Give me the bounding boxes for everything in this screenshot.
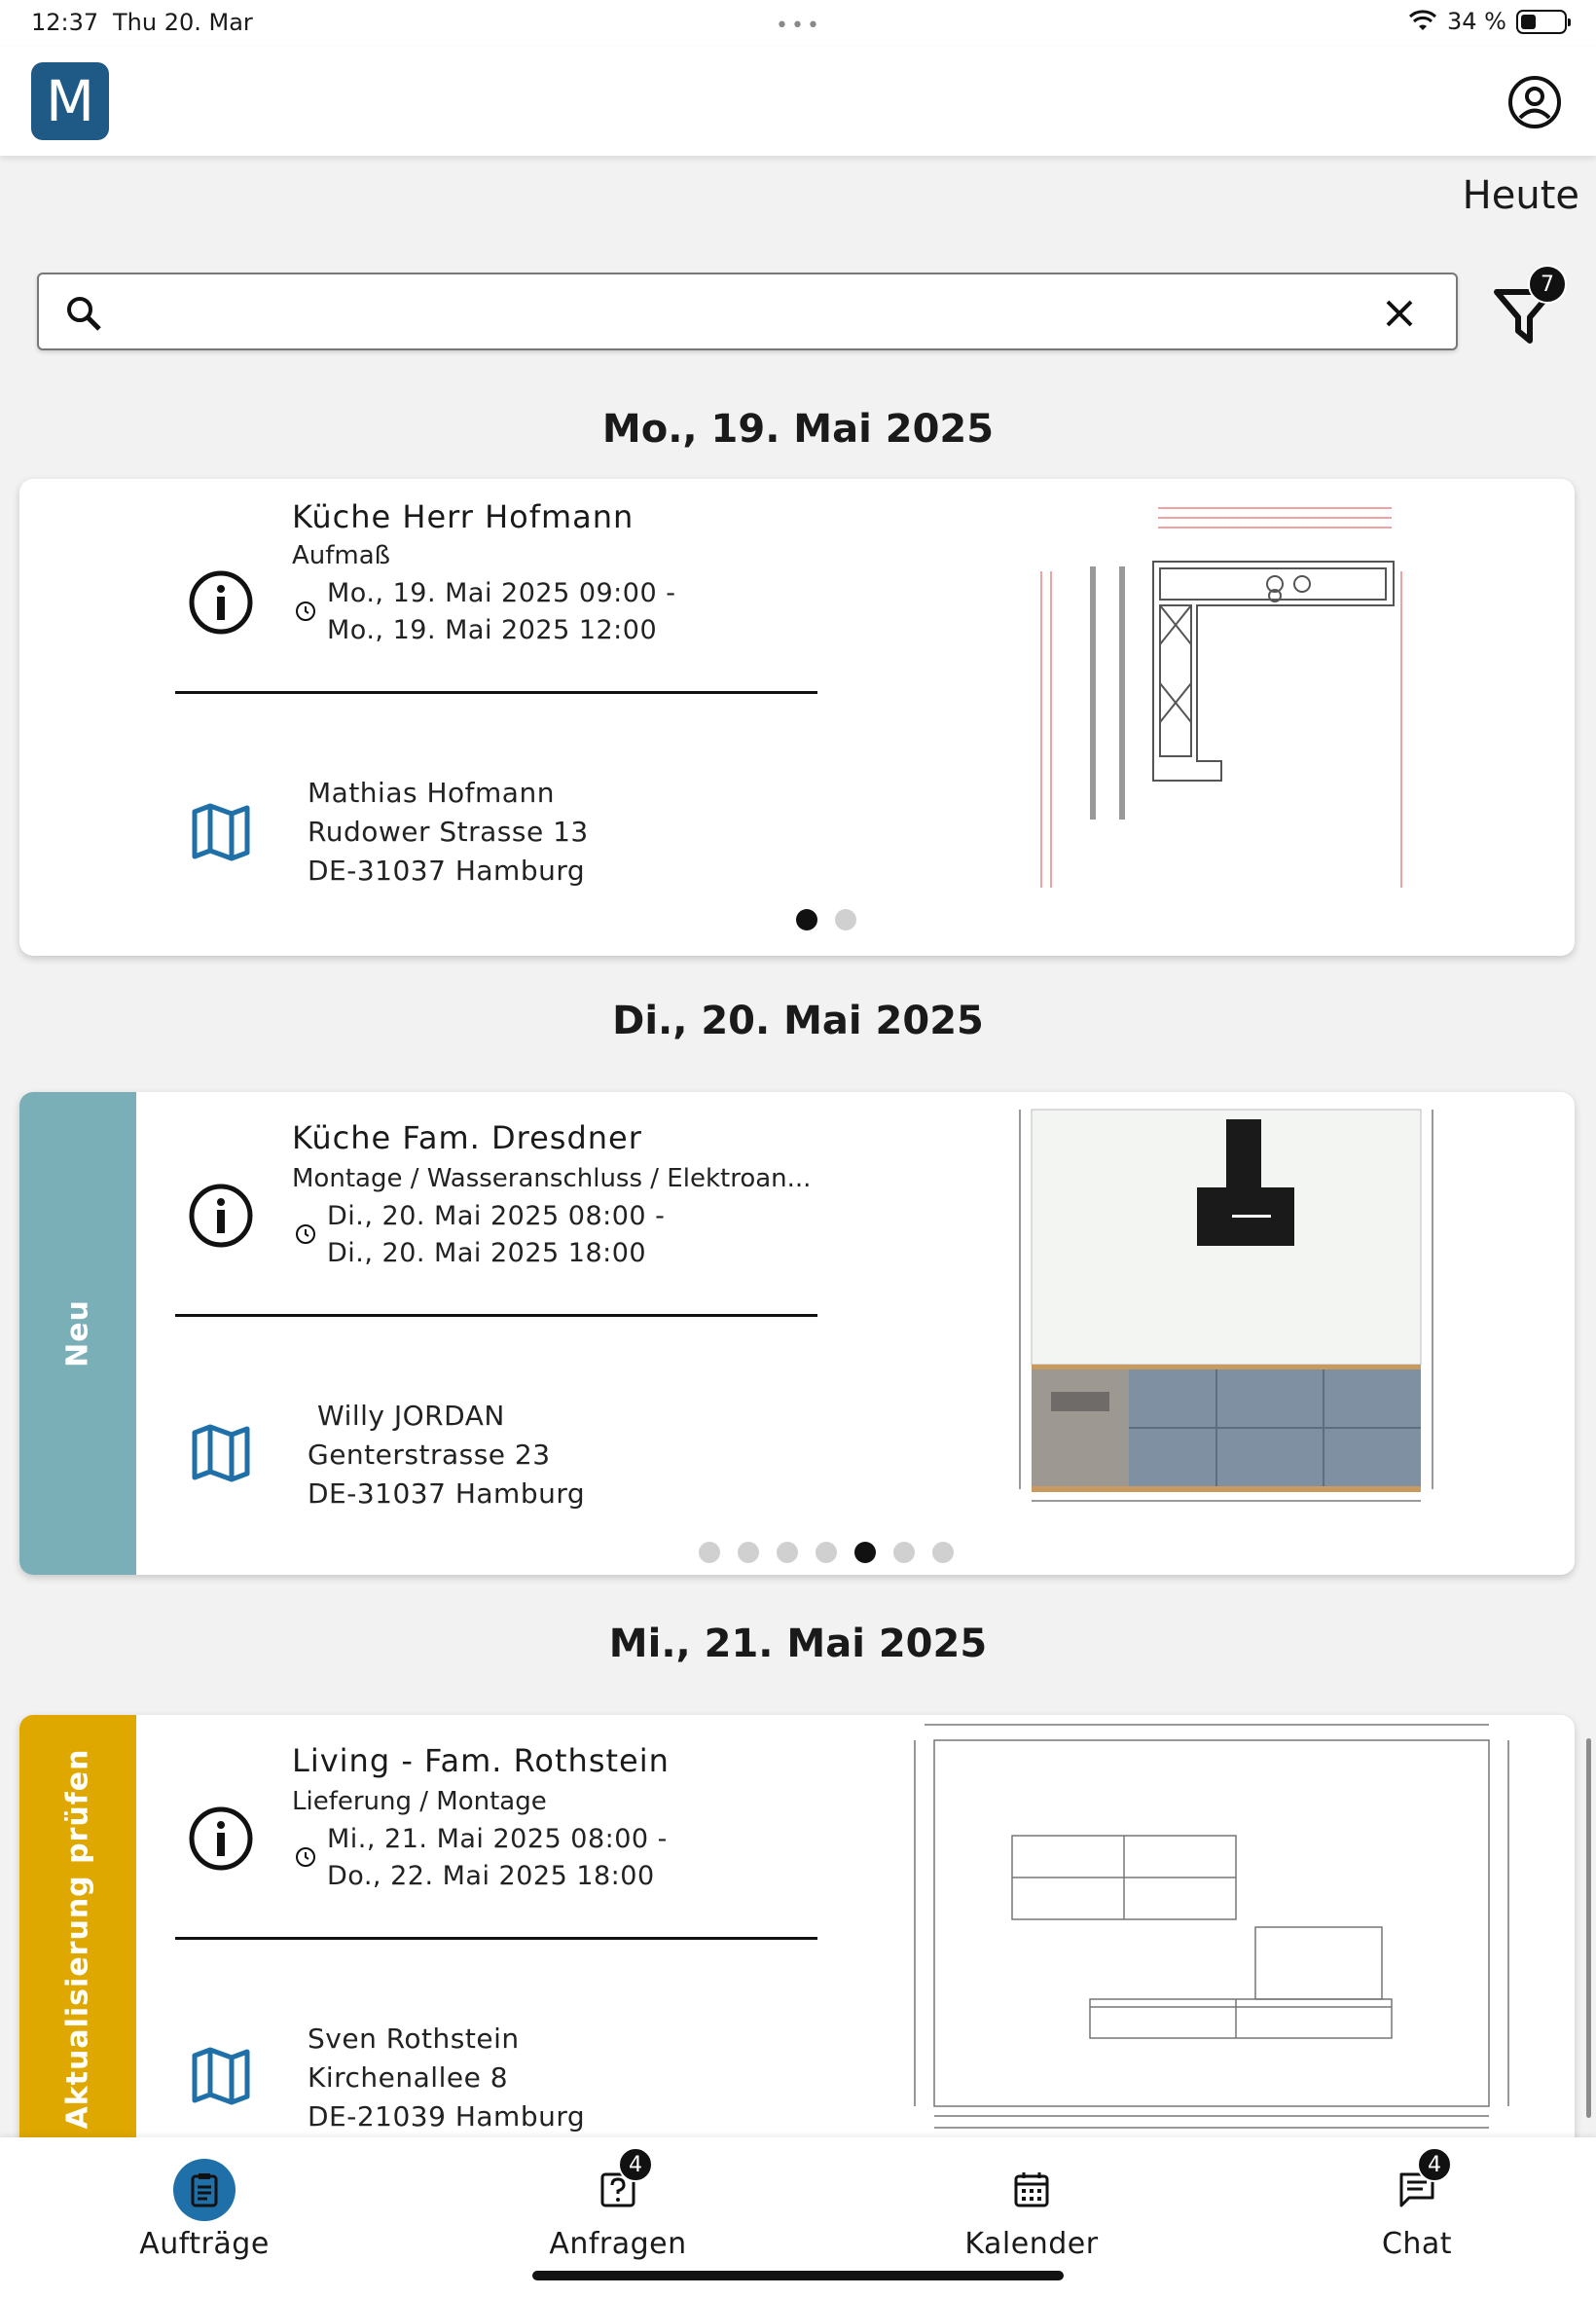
today-button[interactable]: Heute [1462, 173, 1579, 218]
app-logo[interactable]: M [31, 62, 109, 140]
wifi-icon [1408, 10, 1437, 33]
card-end-time: Mo., 19. Mai 2025 12:00 [327, 615, 658, 645]
notification-badge: 4 [1417, 2147, 1452, 2182]
status-band-label: Neu [60, 1299, 95, 1367]
battery-percent: 34 % [1447, 8, 1506, 35]
map-icon[interactable] [189, 800, 253, 864]
map-icon[interactable] [189, 2044, 253, 2108]
appointment-card[interactable] [19, 1092, 1575, 1575]
status-indicators [1408, 8, 1567, 35]
close-icon[interactable] [1382, 296, 1417, 331]
pager-dot[interactable] [777, 1542, 798, 1563]
clipboard-icon [173, 2159, 236, 2221]
status-band-label: Aktualisierung prüfen [60, 1748, 95, 2130]
image-pager[interactable] [699, 1542, 954, 1563]
calendar-icon [1000, 2159, 1063, 2221]
nav-label: Kalender [964, 2227, 1099, 2261]
pager-dot[interactable] [893, 1542, 915, 1563]
scrollbar[interactable] [1586, 1738, 1591, 2118]
pager-dot[interactable] [854, 1542, 876, 1563]
nav-item-anfragen[interactable] [521, 2152, 715, 2261]
card-divider [175, 1937, 817, 1940]
card-subtitle: Lieferung / Montage [292, 1787, 547, 1816]
notification-badge: 4 [618, 2147, 653, 2182]
status-time: 12:37 [31, 9, 99, 36]
home-indicator[interactable] [532, 2271, 1064, 2280]
nav-label: Anfragen [549, 2227, 687, 2261]
question-icon [587, 2152, 649, 2221]
appointment-card[interactable] [19, 479, 1575, 956]
card-start-time: Mo., 19. Mai 2025 09:00 - [327, 578, 676, 608]
info-icon[interactable] [187, 568, 255, 637]
status-band-check-update [19, 1715, 136, 2163]
multitasking-dots-icon[interactable]: ••• [776, 14, 822, 38]
nav-label: Aufträge [139, 2227, 270, 2261]
room-plan-image[interactable] [886, 1719, 1528, 2143]
status-date: Thu 20. Mar [113, 9, 253, 36]
day-header: Mi., 21. Mai 2025 [608, 1622, 988, 1666]
nav-item-chat[interactable] [1320, 2152, 1514, 2261]
pager-dot[interactable] [699, 1542, 720, 1563]
card-subtitle: Aufmaß [292, 541, 391, 570]
day-header: Di., 20. Mai 2025 [612, 999, 984, 1043]
search-input[interactable] [127, 286, 1353, 339]
clock-icon [294, 1222, 317, 1246]
search-bar[interactable] [37, 273, 1458, 350]
search-icon [64, 294, 103, 333]
account-icon[interactable] [1506, 74, 1563, 130]
customer-name: Willy JORDAN [317, 1400, 505, 1432]
pager-dot[interactable] [835, 909, 856, 930]
customer-street: Genterstrasse 23 [308, 1439, 551, 1471]
card-subtitle: Montage / Wasseranschluss / Elektroan... [292, 1164, 812, 1193]
floor-plan-image[interactable] [1032, 498, 1421, 888]
info-icon[interactable] [187, 1182, 255, 1250]
battery-icon [1516, 10, 1567, 34]
chat-icon [1386, 2152, 1448, 2221]
card-start-time: Mi., 21. Mai 2025 08:00 - [327, 1824, 668, 1854]
card-divider [175, 691, 817, 694]
pager-dot[interactable] [816, 1542, 837, 1563]
clock-icon [294, 600, 317, 623]
day-header: Mo., 19. Mai 2025 [601, 407, 995, 452]
status-bar [0, 0, 1596, 47]
filter-count-badge: 7 [1528, 265, 1567, 304]
status-band-new [19, 1092, 136, 1575]
customer-name: Sven Rothstein [308, 2023, 520, 2055]
customer-street: Rudower Strasse 13 [308, 816, 589, 848]
nav-item-kalender[interactable] [934, 2159, 1129, 2261]
nav-item-auftraege[interactable] [107, 2159, 302, 2261]
pager-dot[interactable] [796, 909, 817, 930]
customer-name: Mathias Hofmann [308, 777, 555, 809]
card-divider [175, 1314, 817, 1317]
nav-label: Chat [1381, 2227, 1453, 2261]
pager-dot[interactable] [932, 1542, 954, 1563]
pager-dot[interactable] [738, 1542, 759, 1563]
customer-street: Kirchenallee 8 [308, 2061, 509, 2094]
app-header [0, 47, 1596, 156]
card-title: Küche Herr Hofmann [292, 498, 635, 535]
customer-city: DE-31037 Hamburg [308, 855, 586, 887]
card-end-time: Di., 20. Mai 2025 18:00 [327, 1238, 647, 1268]
appointment-card[interactable] [19, 1715, 1575, 2163]
card-title: Küche Fam. Dresdner [292, 1119, 642, 1156]
clock-icon [294, 1845, 317, 1869]
map-icon[interactable] [189, 1421, 253, 1485]
card-title: Living - Fam. Rothstein [292, 1742, 670, 1779]
card-end-time: Do., 22. Mai 2025 18:00 [327, 1861, 655, 1891]
battery-level [1521, 15, 1536, 29]
elevation-drawing-image[interactable] [993, 1100, 1460, 1509]
info-icon[interactable] [187, 1805, 255, 1873]
image-pager[interactable] [796, 909, 856, 930]
customer-city: DE-21039 Hamburg [308, 2100, 586, 2133]
customer-city: DE-31037 Hamburg [308, 1477, 586, 1510]
card-start-time: Di., 20. Mai 2025 08:00 - [327, 1201, 666, 1231]
